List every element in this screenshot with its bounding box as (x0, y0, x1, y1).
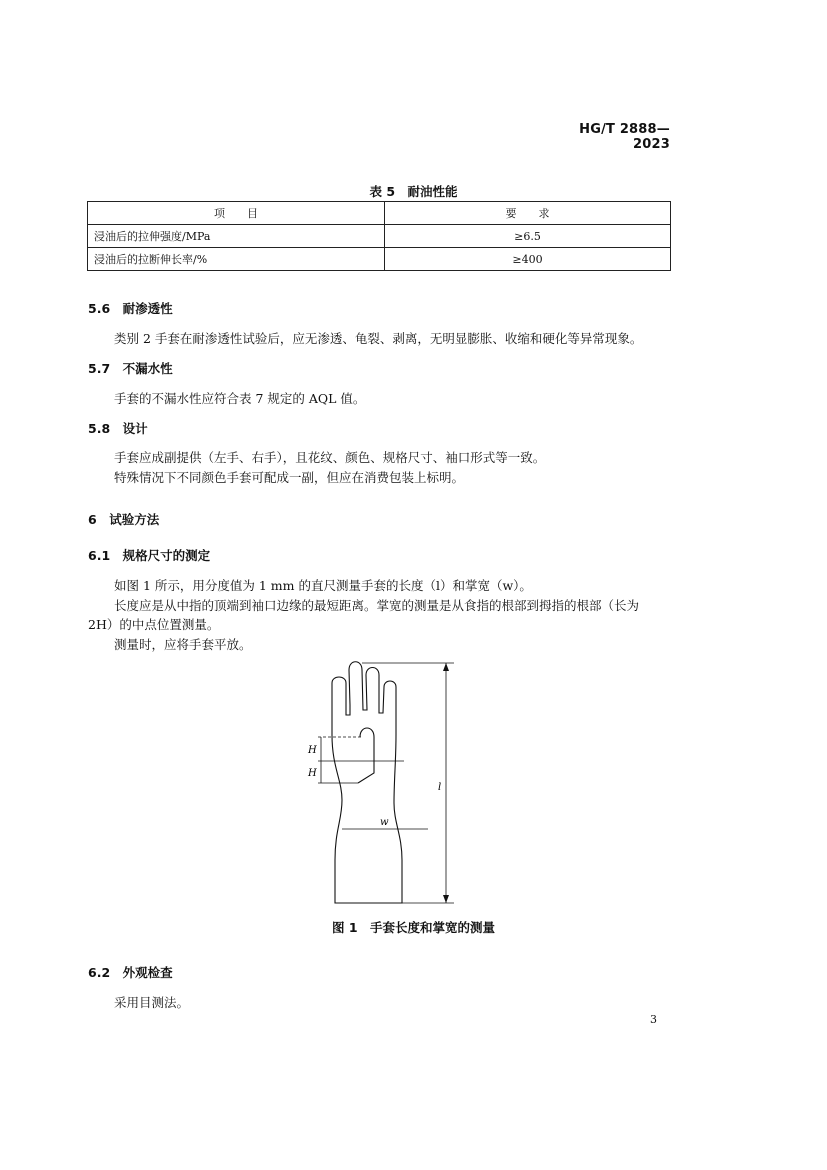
section-6-1-text-2a: 长度应是从中指的顶端到袖口边缘的最短距离。掌宽的测量是从食指的根部到拇指的根部（长为 (114, 598, 640, 613)
label-w: w (380, 817, 389, 828)
section-6-2-text: 采用目测法。 (114, 995, 190, 1010)
column-header-requirement: 要 求 (385, 202, 671, 225)
l-arrow-bottom (443, 895, 449, 903)
label-h-lower: H (308, 768, 317, 779)
glove-outline (332, 662, 402, 903)
label-l: l (438, 782, 442, 793)
section-6-1-heading: 6.1 规格尺寸的测定 (88, 548, 211, 563)
standard-code: HG/T 2888—2023 (579, 122, 670, 152)
figure-1-caption: 图 1 手套长度和掌宽的测量 (331, 920, 496, 935)
section-5-8-text-2: 特殊情况下不同颜色手套可配成一副，但应在消费包装上标明。 (114, 470, 465, 485)
section-6-heading: 6 试验方法 (88, 512, 160, 527)
table-row (88, 248, 671, 271)
page-number: 3 (650, 1013, 657, 1026)
section-5-6-text: 类别 2 手套在耐渗透性试验后，应无渗透、龟裂、剥离，无明显膨胀、收缩和硬化等异常现象。 (114, 331, 643, 346)
section-5-8-text-1: 手套应成副提供（左手、右手），且花纹、颜色、规格尺寸、袖口形式等一致。 (114, 450, 546, 465)
table-row (88, 225, 671, 248)
oil-resistance-table (87, 201, 671, 271)
section-5-7-text: 手套的不漏水性应符合表 7 规定的 AQL 值。 (114, 391, 366, 406)
glove-shape (332, 662, 402, 903)
section-5-7-heading: 5.7 不漏水性 (88, 361, 173, 376)
glove-measurement-figure (290, 655, 470, 915)
section-5-6-heading: 5.6 耐渗透性 (88, 301, 173, 316)
table-cell-requirement: ≥400 (385, 248, 671, 271)
section-6-2-heading: 6.2 外观检查 (88, 965, 173, 980)
glove-thumb (358, 728, 374, 783)
table-cell-requirement: ≥6.5 (385, 225, 671, 248)
table-cell-item: 浸油后的拉断伸长率/% (88, 248, 385, 271)
table-cell-item: 浸油后的拉伸强度/MPa (88, 225, 385, 248)
section-6-1-text-3: 测量时，应将手套平放。 (114, 637, 252, 652)
table-5-title: 表 5 耐油性能 (369, 184, 458, 199)
section-6-1-text-2b: 2H）的中点位置测量。 (88, 617, 220, 632)
label-h-upper: H (308, 745, 317, 756)
l-arrow-top (443, 663, 449, 671)
section-6-1-text-1: 如图 1 所示，用分度值为 1 mm 的直尺测量手套的长度（l）和掌宽（w）。 (114, 578, 532, 593)
table-header-row (88, 202, 671, 225)
column-header-item: 项 目 (88, 202, 385, 225)
section-5-8-heading: 5.8 设计 (88, 421, 148, 436)
